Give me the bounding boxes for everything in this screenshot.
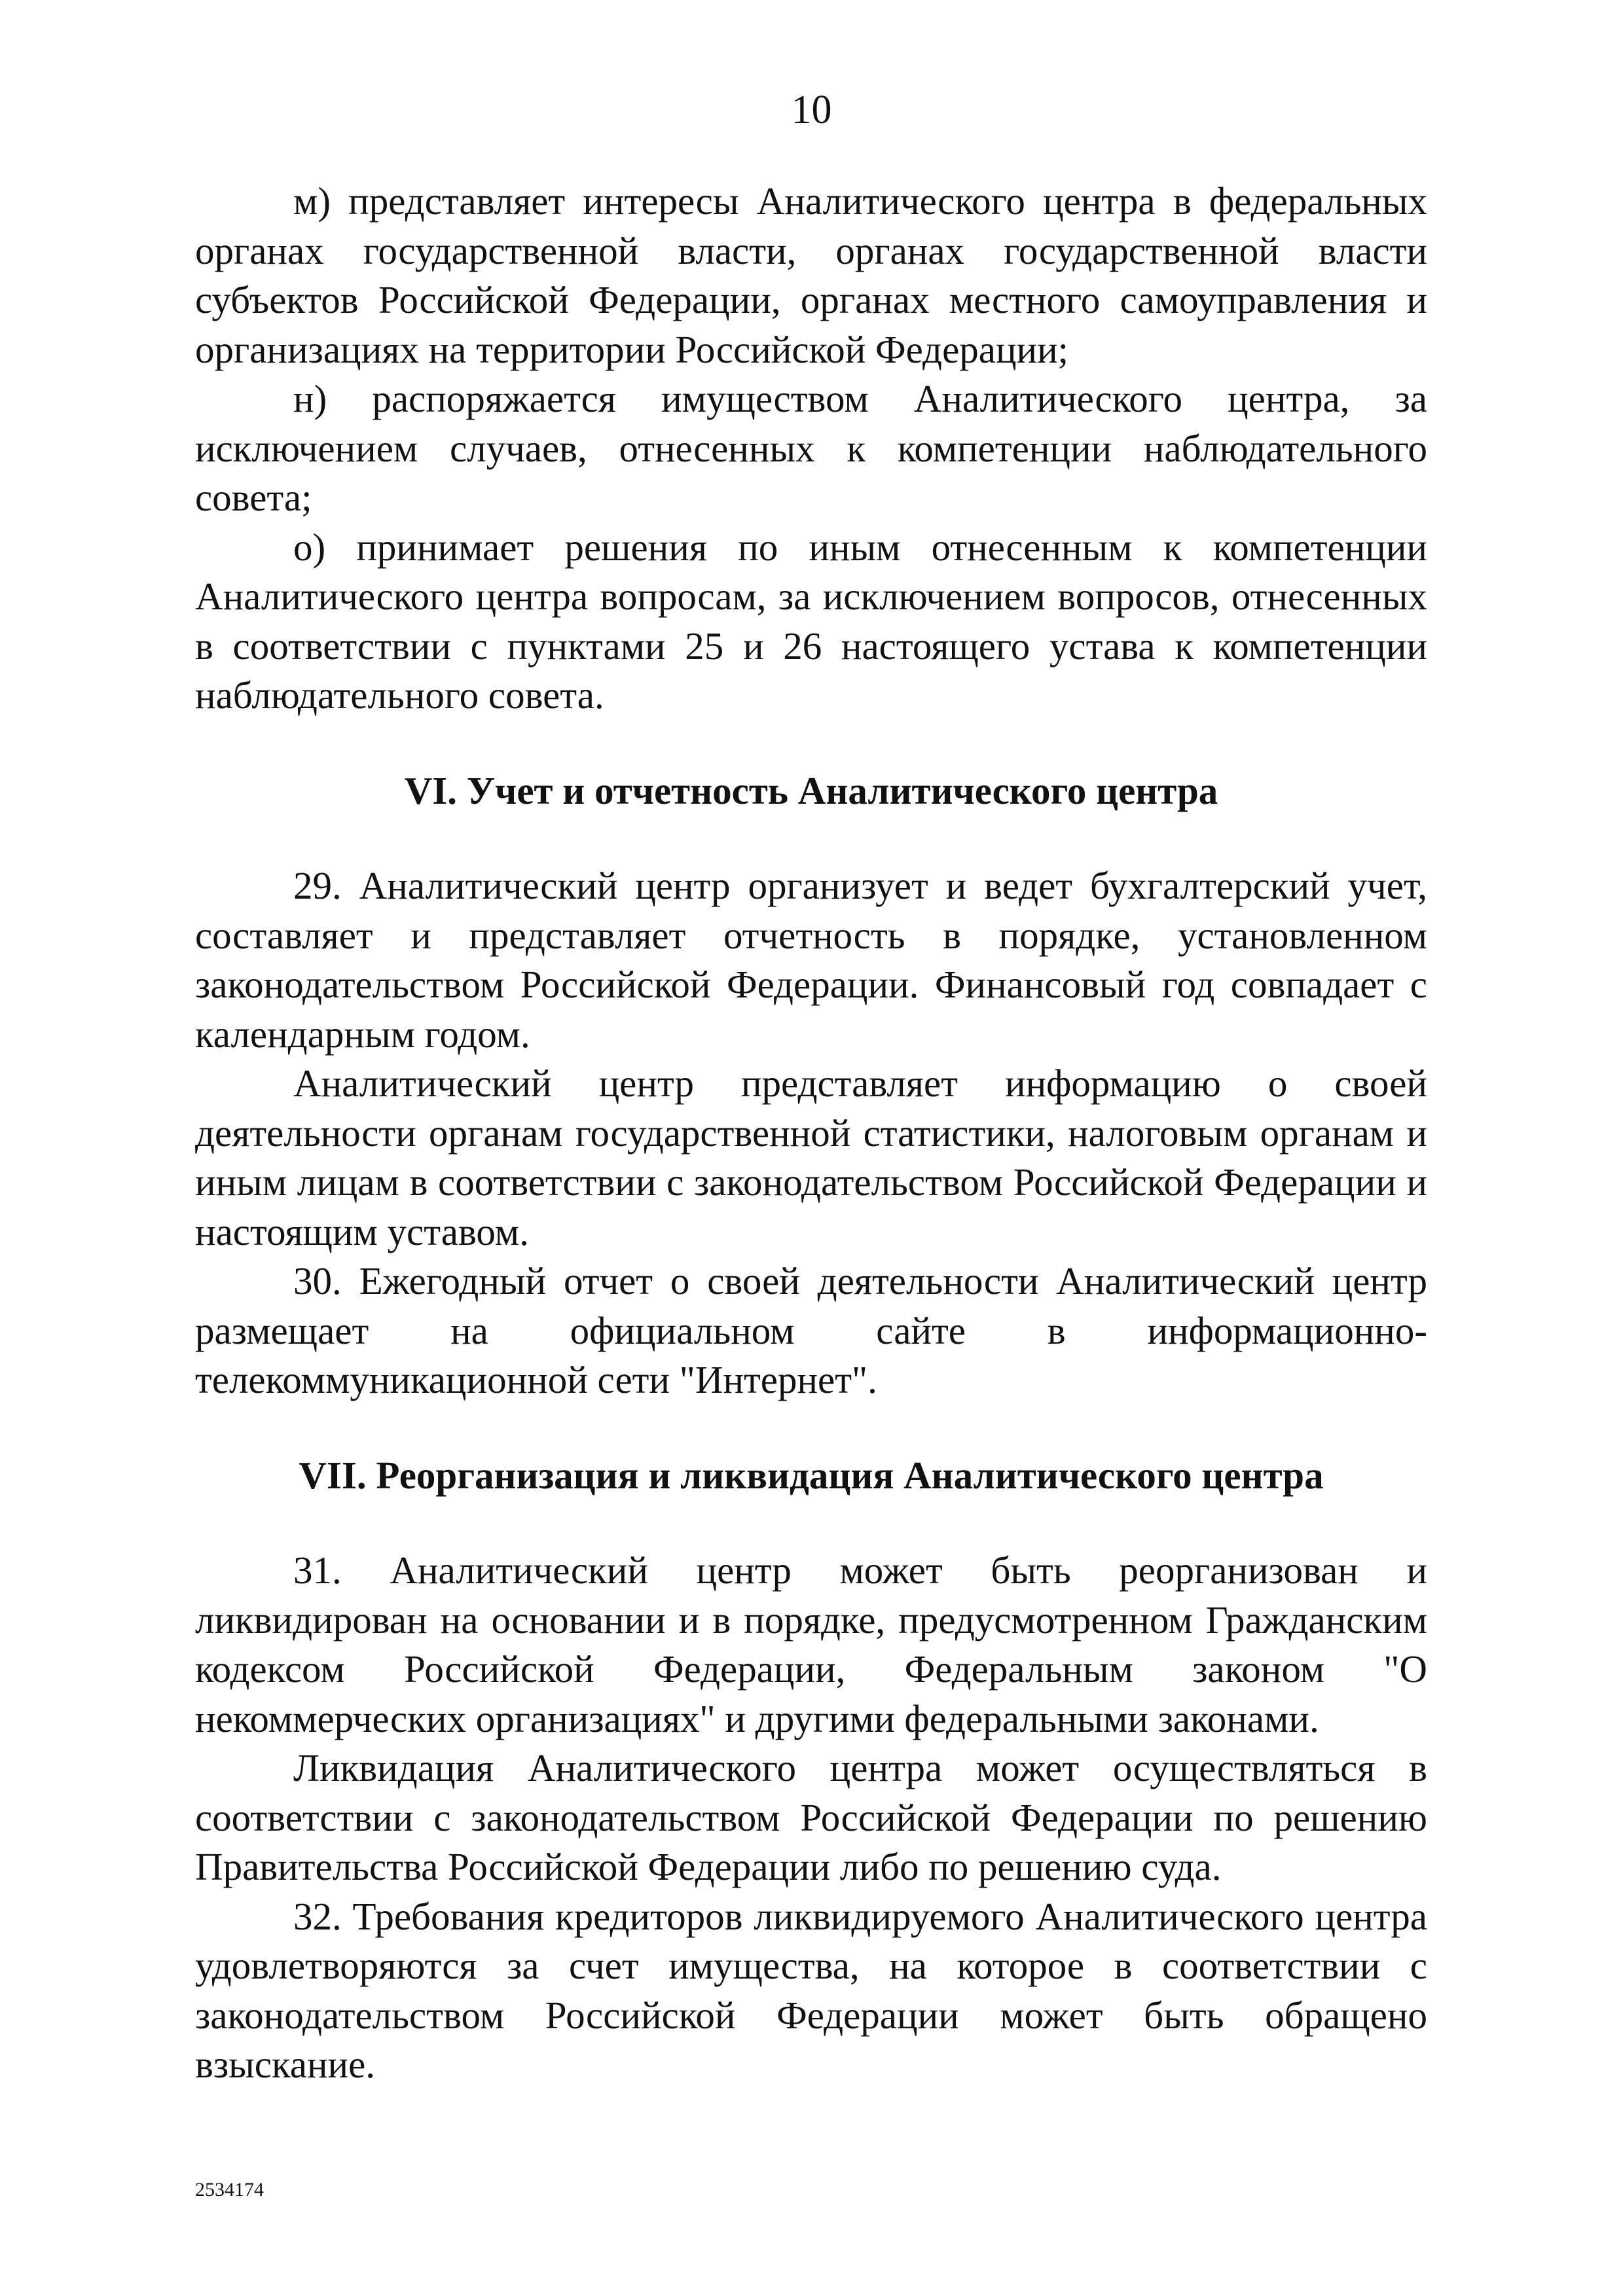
paragraph-31: 31. Аналитический центр может быть реорганизован и ликвидирован на основании и в порядке, предусмотренном Гражданским кодексом Российской Федерации, Федеральным законом "О некоммерческих организациях" и другими федеральными законами.: [195, 1549, 1427, 1740]
section-heading-vii: VII. Реорганизация и ликвидация Аналитического центра: [299, 1453, 1324, 1497]
section-heading-vi: VI. Учет и отчетность Аналитического центра: [404, 768, 1218, 812]
paragraph-29: 29. Аналитический центр организует и ведет бухгалтерский учет, составляет и представляет отчетность в порядке, установленном законодательством Российской Федерации. Финансовый год совпадает с календарным годом.: [195, 864, 1427, 1056]
paragraph-29-cont: Аналитический центр представляет информацию о своей деятельности органам государственной статистики, налоговым органам и иным лицам в соответствии с законодательством Российской Федерации и настоящим уставом.: [195, 1062, 1427, 1253]
paragraph-item-n: н) распоряжается имуществом Аналитического центра, за исключением случаев, отнесенных к компетенции наблюдательного совета;: [195, 377, 1427, 519]
paragraph-item-o: о) принимает решения по иным отнесенным к компетенции Аналитического центра вопросам, за исключением вопросов, отнесенных в соответствии с пунктами 25 и 26 настоящего устава к компетенции наблюдательного совета.: [195, 525, 1427, 717]
paragraph-32: 32. Требования кредиторов ликвидируемого Аналитического центра удовлетворяются за счет имущества, на которое в соответствии с законодательством Российской Федерации может быть обращено взыскание.: [195, 1894, 1427, 2086]
page-number: 10: [791, 88, 832, 132]
paragraph-item-m: м) представляет интересы Аналитического центра в федеральных органах государственной власти, органах государственной власти субъектов Российской Федерации, органах местного самоуправления и организациях на территории Российской Федерации;: [195, 179, 1427, 371]
paragraph-31-cont: Ликвидация Аналитического центра может осуществляться в соответствии с законодательством Российской Федерации по решению Правительства Российской Федерации либо по решению суда.: [195, 1746, 1427, 1888]
document-code: 2534174: [195, 2179, 264, 2200]
paragraph-30: 30. Ежегодный отчет о своей деятельности Аналитический центр размещает на официальном сайте в информационно-телекоммуникационной сети "Интернет".: [195, 1259, 1427, 1401]
document-body: [195, 177, 1427, 2090]
